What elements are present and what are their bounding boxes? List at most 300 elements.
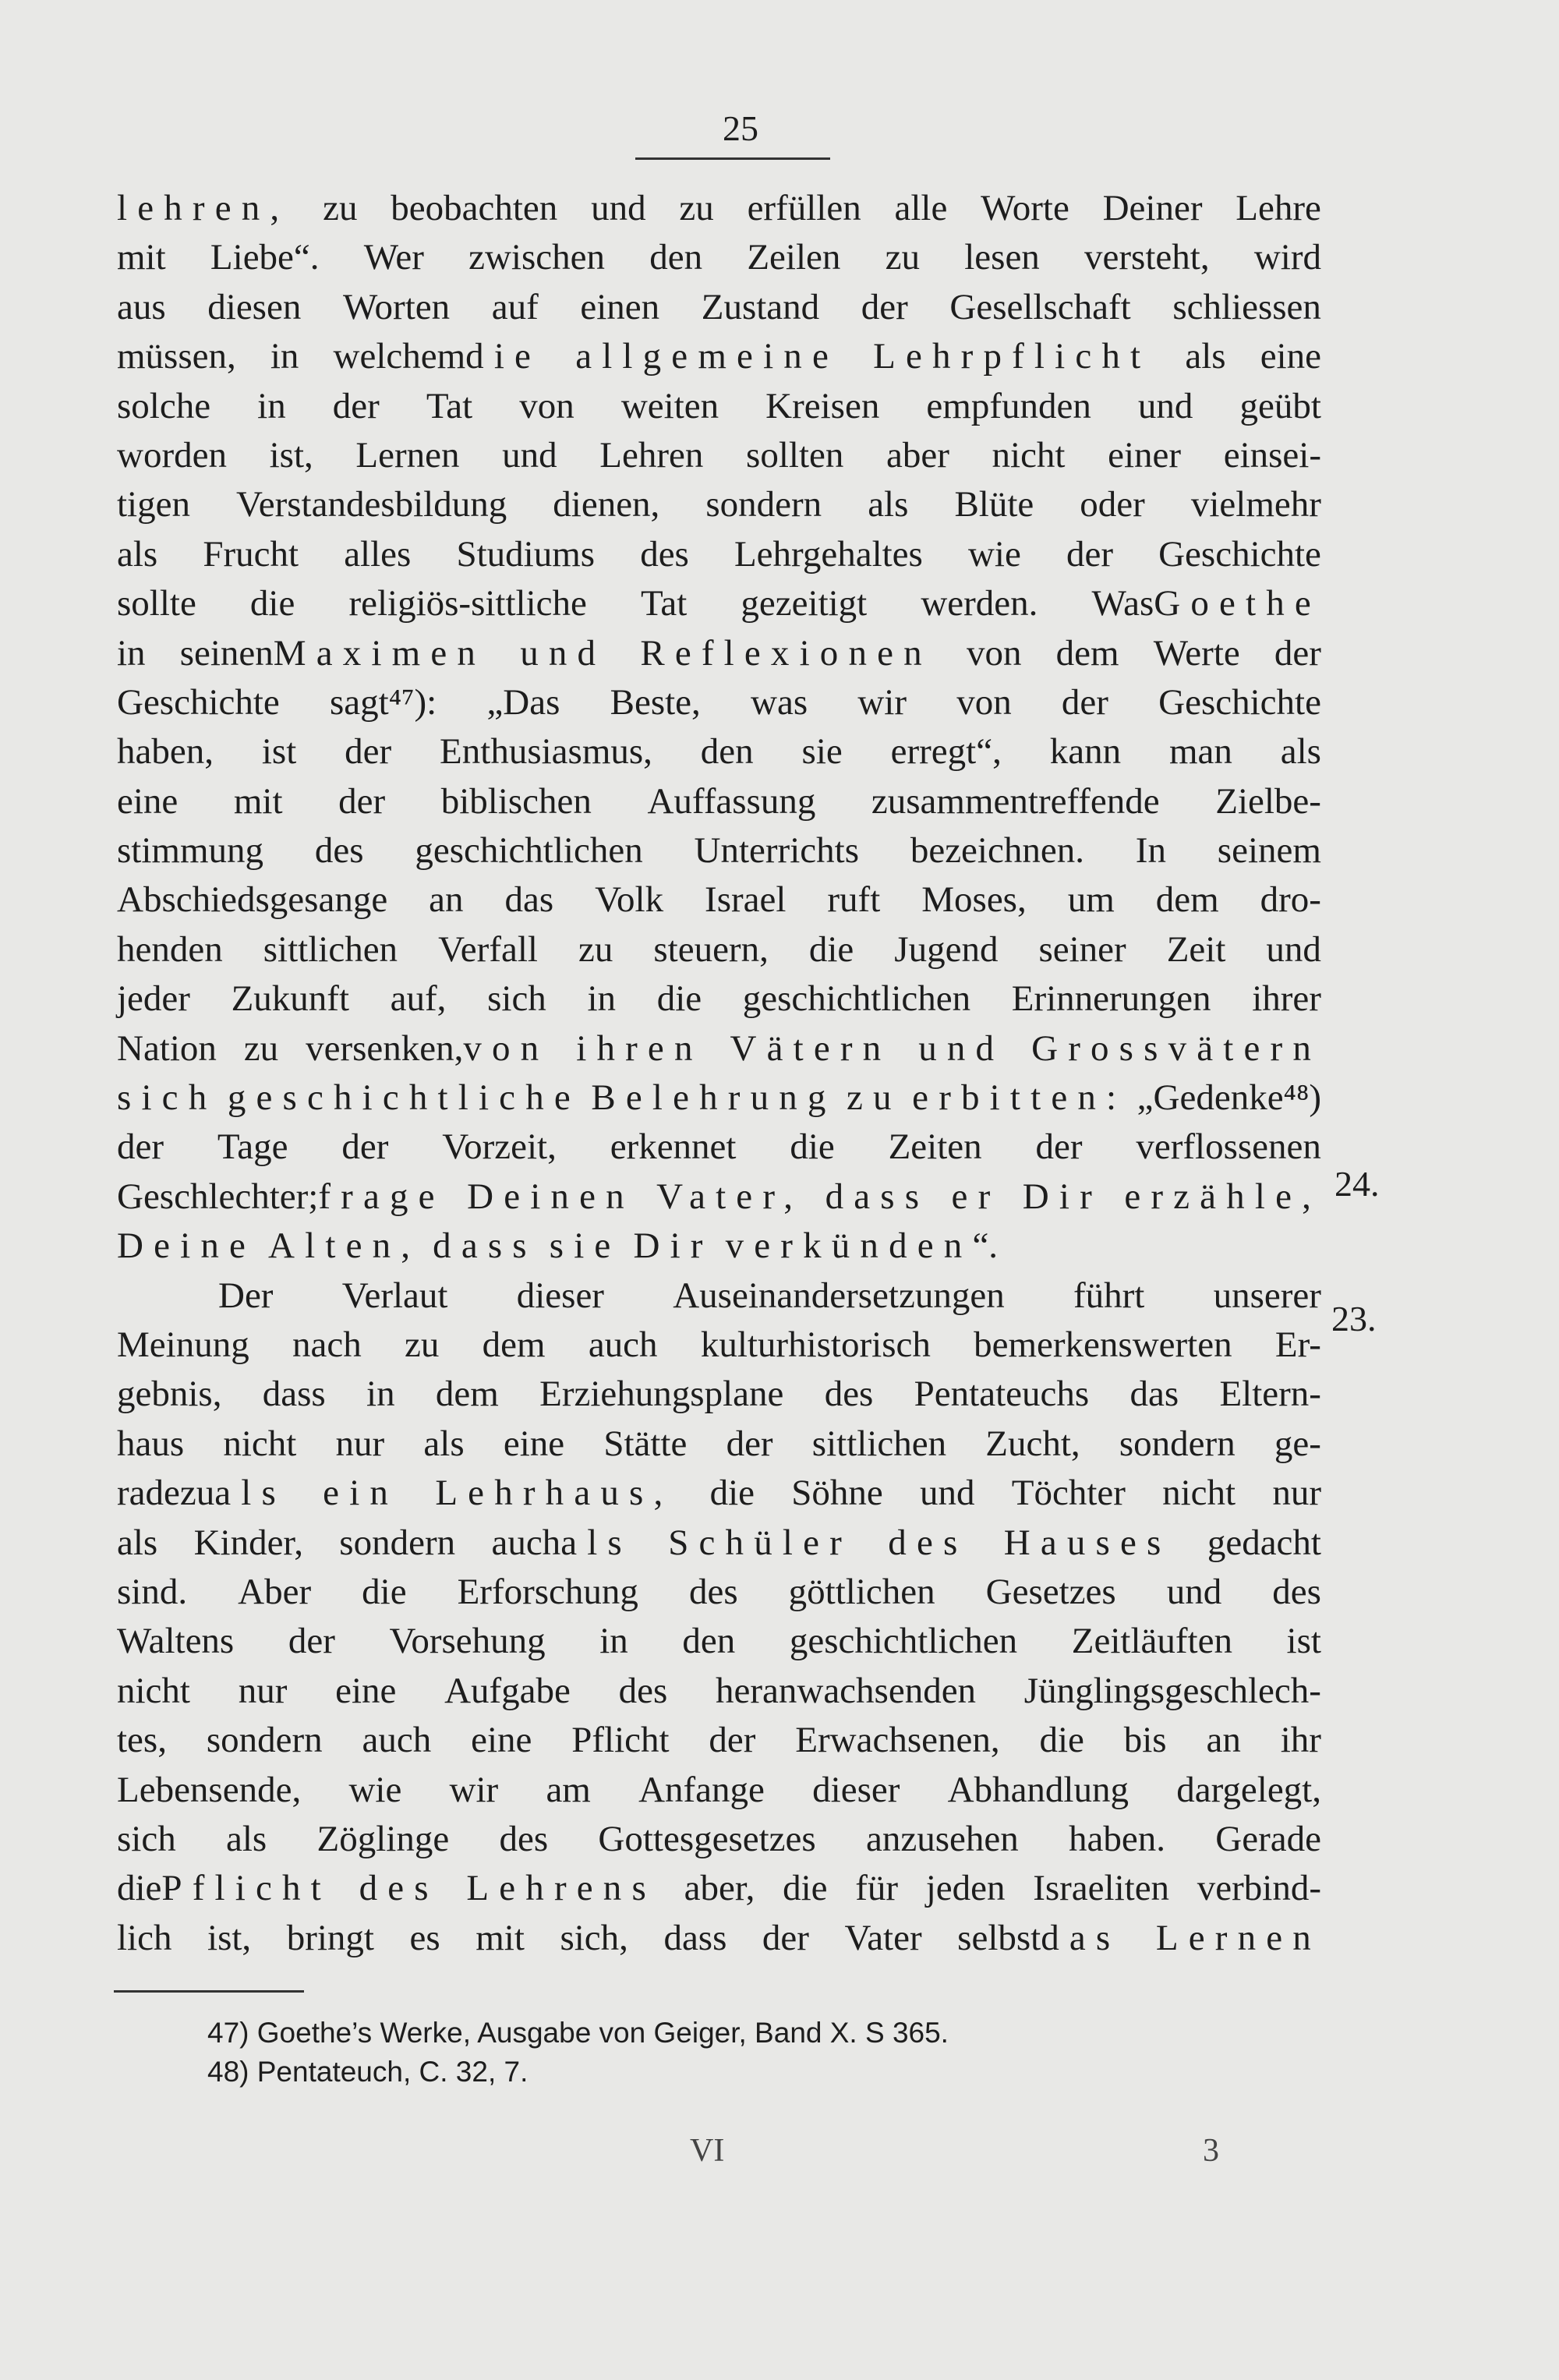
word: Vater, [656, 1176, 804, 1217]
word: für [855, 1868, 899, 1909]
word: in [270, 336, 299, 377]
word: sie [801, 731, 843, 773]
word: versenken,von [306, 1027, 550, 1069]
word: und [920, 1473, 975, 1514]
word: der [332, 385, 380, 426]
word: den [649, 237, 703, 278]
word: Tat [640, 583, 688, 624]
text-line [117, 925, 1321, 974]
word: „Das [486, 681, 560, 723]
word: des [824, 1374, 874, 1415]
word: schliessen [1172, 286, 1321, 327]
word: vielmehr [1190, 484, 1321, 525]
word: sind. [117, 1571, 188, 1612]
word: des [314, 830, 364, 872]
text-line [117, 1073, 1321, 1123]
word: der [726, 1423, 773, 1464]
margin-note-24: 24. [1335, 1164, 1380, 1204]
text-line [117, 332, 1321, 381]
word: Deiner [1102, 188, 1203, 228]
word: Zeit [1166, 928, 1226, 970]
footnotes [207, 2014, 949, 2092]
word: Vorzeit, [442, 1126, 557, 1168]
word: Israeliten [1033, 1868, 1170, 1909]
word: der [338, 780, 386, 822]
word: als [1280, 731, 1321, 773]
word: in [599, 1621, 628, 1662]
word: sondern [206, 1720, 323, 1761]
word: die [362, 1571, 407, 1612]
word: Verlaut [341, 1275, 448, 1316]
word: nicht [1162, 1473, 1236, 1514]
word: zwischen [468, 237, 605, 278]
word: henden [117, 928, 223, 970]
word: erzähle, [1124, 1176, 1321, 1217]
word: der [1066, 533, 1113, 575]
word: der [341, 1126, 389, 1168]
word: und [918, 1027, 1005, 1069]
word: mit [233, 780, 283, 822]
word: dem [1055, 632, 1119, 674]
header-rule [635, 157, 830, 160]
word: Aber [238, 1571, 312, 1612]
word: des [359, 1868, 439, 1909]
word: kann [1049, 731, 1122, 773]
word: tigen [117, 484, 190, 525]
word: eine [471, 1720, 532, 1761]
word: Gerade [1215, 1818, 1321, 1859]
word: Auseinandersetzungen [673, 1275, 1005, 1316]
word: Zukunft [231, 978, 350, 1020]
text-line [117, 184, 1321, 233]
word: ist, [269, 434, 313, 476]
word: sittlichen [811, 1423, 947, 1464]
word: nur [1272, 1473, 1321, 1514]
word: Pflicht [571, 1720, 670, 1761]
word: verbind- [1197, 1868, 1321, 1909]
word: ihrer [1252, 978, 1321, 1020]
text-line [117, 1864, 1321, 1913]
word: Worte [981, 188, 1069, 228]
word: und [520, 632, 606, 674]
word: sich [117, 1818, 176, 1859]
word: Lehrgehaltes [734, 533, 923, 575]
word: solche [117, 385, 211, 426]
word: zu [404, 1324, 440, 1365]
word: der [1061, 681, 1108, 723]
word: als [1185, 336, 1226, 377]
word: die [1039, 1720, 1084, 1761]
word: Er- [1274, 1324, 1321, 1365]
word: biblischen [440, 780, 592, 822]
word: stimmung [117, 830, 264, 872]
word: geschichtlichen [415, 830, 643, 872]
word: Dir [633, 1225, 713, 1267]
word: aber, [684, 1868, 755, 1909]
text-line [117, 233, 1321, 282]
word: Verfall [438, 928, 538, 970]
word: Alten, [268, 1225, 421, 1267]
word: Worten [342, 286, 451, 327]
word: dass [433, 1225, 537, 1267]
word: Abschiedsgesange [117, 879, 388, 921]
word: Zöglinge [316, 1818, 450, 1859]
text-line [117, 1321, 1321, 1370]
footnote-48: 48) Pentateuch, C. 32, 7. [207, 2056, 529, 2088]
word: in [117, 632, 146, 674]
word: die [808, 928, 854, 970]
text-line [117, 777, 1321, 826]
word: erbitten: [912, 1077, 1127, 1119]
word: seiner [1038, 928, 1126, 970]
word: dieser [516, 1275, 604, 1316]
word: ge- [1274, 1423, 1321, 1464]
signature-mark: VI [690, 2133, 725, 2169]
word: von [956, 681, 1012, 723]
word: jeden [925, 1868, 1006, 1909]
word: von [966, 632, 1022, 674]
word: der [861, 286, 908, 327]
text-line [117, 629, 1321, 678]
word: des [640, 533, 689, 575]
word: Jünglingsgeschlech- [1023, 1670, 1321, 1711]
word: Jugend [894, 928, 999, 970]
word: und [591, 188, 646, 228]
word: die [656, 978, 702, 1020]
word: Volk [595, 879, 664, 921]
text-line [117, 875, 1321, 925]
word: Moses, [921, 879, 1027, 921]
word: nur [238, 1670, 288, 1711]
word: er [951, 1176, 1001, 1217]
word: nicht [223, 1423, 297, 1464]
word: seinem [1217, 830, 1321, 872]
word: sagt⁴⁷): [330, 681, 437, 723]
word: und [502, 434, 557, 476]
word: Schüler [668, 1522, 852, 1563]
word: Deinen [467, 1176, 635, 1217]
word: dargelegt, [1176, 1769, 1321, 1810]
word: zu [323, 188, 358, 228]
word: ist [1286, 1621, 1321, 1662]
word: geübt [1239, 385, 1321, 426]
word: radezuals [117, 1473, 286, 1514]
word: göttlichen [788, 1571, 935, 1612]
word: nach [292, 1324, 362, 1365]
word: Meinung [117, 1324, 249, 1365]
word: Lehrpflicht [873, 336, 1151, 377]
word: des [688, 1571, 738, 1612]
word: Lernen [355, 434, 460, 476]
word: jeder [117, 978, 190, 1020]
word: worden [117, 434, 227, 476]
word: lich [117, 1917, 172, 1958]
word: der [345, 731, 392, 773]
word: der [709, 1720, 756, 1761]
word: kulturhistorisch [700, 1324, 931, 1365]
word: sich, [560, 1917, 628, 1958]
word: Aufgabe [444, 1670, 571, 1711]
word: des [499, 1818, 549, 1859]
word: an [1206, 1720, 1241, 1761]
word: am [546, 1769, 591, 1810]
word: Tat [426, 385, 473, 426]
word: Geschichte [1158, 681, 1321, 723]
word: tes, [117, 1720, 167, 1761]
word: Gesellschaft [949, 286, 1131, 327]
word: in [257, 385, 286, 426]
word: wie [348, 1769, 402, 1810]
word: beobachten [391, 188, 558, 228]
word: Blüte [954, 484, 1034, 525]
word: und [1266, 928, 1321, 970]
word: müssen, [117, 336, 236, 377]
word: was [751, 681, 808, 723]
text-line [117, 1617, 1321, 1666]
text-line [117, 1222, 1321, 1271]
word: dienen, [553, 484, 660, 525]
word: heranwachsenden [716, 1670, 977, 1711]
text-line [117, 1469, 1321, 1518]
word: den [700, 731, 754, 773]
word: anzusehen [865, 1818, 1019, 1859]
text-line [117, 826, 1321, 875]
word: Zeilen [747, 237, 841, 278]
word: zu [578, 928, 613, 970]
word: gedacht [1207, 1522, 1321, 1563]
text-line [117, 1271, 1321, 1321]
word: sich [487, 978, 546, 1020]
word: Auffassung [647, 780, 816, 822]
word: aber [886, 434, 949, 476]
word: Kreisen [765, 385, 880, 426]
word: diesen [207, 286, 302, 327]
word: Lehren [599, 434, 704, 476]
word: bis [1123, 1720, 1167, 1761]
word: haus [117, 1423, 185, 1464]
text-line [117, 579, 1321, 628]
word: Nation [117, 1027, 217, 1069]
word: selbstdas [957, 1917, 1121, 1958]
word: die [790, 1126, 835, 1168]
word: Belehrung [591, 1077, 836, 1119]
word: Geschichte [117, 681, 280, 723]
word: sondern [1119, 1423, 1236, 1464]
word: wir [449, 1769, 499, 1810]
word: die [249, 583, 295, 624]
word: Erinnerungen [1011, 978, 1211, 1020]
word: auf, [390, 978, 447, 1020]
word: Pentateuchs [914, 1374, 1090, 1415]
word: auch [588, 1324, 658, 1365]
word: Töchter [1011, 1473, 1126, 1514]
word: Vätern [730, 1027, 892, 1069]
word: zu [243, 1027, 279, 1069]
word: Lehrens [466, 1868, 656, 1909]
word: der [117, 1126, 164, 1168]
word: eine [335, 1670, 397, 1711]
word: Zucht, [985, 1423, 1080, 1464]
word: Stätte [603, 1423, 688, 1464]
word: als [117, 1522, 158, 1563]
signature-number: 3 [1203, 2133, 1219, 2169]
word: weiten [620, 385, 719, 426]
word: Anfange [638, 1769, 765, 1810]
word: in [587, 978, 617, 1020]
word: Waltens [117, 1621, 235, 1662]
word: um [1067, 879, 1115, 921]
word: alles [344, 533, 412, 575]
word: sich [117, 1077, 217, 1119]
word: nicht [117, 1670, 190, 1711]
word: bemerkenswerten [974, 1324, 1232, 1365]
word: dro- [1260, 879, 1321, 921]
word: unserer [1213, 1275, 1321, 1316]
word: erkennet [610, 1126, 737, 1168]
word: haben. [1069, 1818, 1165, 1859]
word: dass [663, 1917, 727, 1958]
word: dem [435, 1374, 499, 1415]
text-line [117, 1667, 1321, 1716]
word: und [1137, 385, 1193, 426]
text-line [117, 1914, 1321, 1963]
text-line [117, 974, 1321, 1024]
text-line [117, 431, 1321, 480]
word: Erziehungsplane [539, 1374, 784, 1415]
word: auchals [491, 1522, 632, 1563]
text-line [117, 1568, 1321, 1617]
word: welchemdie [333, 336, 542, 377]
word: das [504, 879, 554, 921]
word: Wer [363, 237, 424, 278]
word: Gottesgesetzes [598, 1818, 816, 1859]
word: wir [857, 681, 907, 723]
text-line [117, 283, 1321, 332]
word: Israel [705, 879, 787, 921]
word: des [618, 1670, 668, 1711]
word: Werte [1153, 632, 1240, 674]
word: einer [1108, 434, 1182, 476]
word: Zustand [701, 286, 820, 327]
word: es [409, 1917, 440, 1958]
word: bezeichnen. [910, 830, 1084, 872]
word: verkünden“. [725, 1225, 999, 1267]
word: geschichtlichen [789, 1621, 1018, 1662]
body-text [117, 184, 1321, 1963]
word: der [288, 1621, 335, 1662]
word: des [888, 1522, 968, 1563]
word: Deine [117, 1225, 256, 1267]
word: versteht, [1084, 237, 1210, 278]
word: erfüllen [747, 188, 861, 228]
word: auf [491, 286, 539, 327]
word: dem [482, 1324, 546, 1365]
text-line [117, 1123, 1321, 1172]
word: Vater [844, 1917, 922, 1958]
word: die [709, 1473, 755, 1514]
word: aus [117, 286, 166, 327]
word: Kinder, [193, 1522, 303, 1563]
word: Frucht [203, 533, 299, 575]
word: der [1274, 632, 1321, 674]
word: verflossenen [1136, 1126, 1321, 1168]
text-line [117, 1766, 1321, 1815]
word: Der [218, 1275, 274, 1316]
text-line [117, 382, 1321, 431]
footnote-47: 47) Goethe’s Werke, Ausgabe von Geiger, Band X. S 365. [207, 2017, 949, 2049]
word: einsei- [1223, 434, 1321, 476]
word: zu [847, 1077, 902, 1119]
word: Lernen [1155, 1917, 1321, 1958]
word: ist, [207, 1917, 252, 1958]
word: empfunden [926, 385, 1091, 426]
text-line [117, 727, 1321, 776]
word: Verstandesbildung [236, 484, 507, 525]
word: Unterrichts [694, 830, 859, 872]
word: geschichtlichen [742, 978, 971, 1020]
word: eine [1260, 336, 1321, 377]
word: sie [549, 1225, 621, 1267]
word: Lehrhaus, [435, 1473, 673, 1514]
word: als [868, 484, 909, 525]
text-line [117, 1024, 1321, 1073]
word: zusammentreffende [871, 780, 1160, 822]
word: seinenMaximen [179, 632, 486, 674]
word: ihren [576, 1027, 703, 1069]
word: Erforschung [457, 1571, 638, 1612]
word: Dir [1022, 1176, 1102, 1217]
word: erregt“, [890, 731, 1002, 773]
word: sollten [746, 434, 844, 476]
word: die [783, 1868, 828, 1909]
word: werden. [921, 583, 1038, 624]
word: führt [1073, 1275, 1145, 1316]
word: mit [475, 1917, 525, 1958]
word: sondern [705, 484, 822, 525]
word: Grossvätern [1031, 1027, 1321, 1069]
word: zu [885, 237, 920, 278]
word: mit [117, 237, 166, 278]
word: Reflexionen [640, 632, 932, 674]
text-line [117, 1815, 1321, 1864]
word: als [226, 1818, 267, 1859]
word: man [1168, 731, 1232, 773]
word: ein [323, 1473, 399, 1514]
word: oder [1080, 484, 1145, 525]
word: Lehre [1236, 188, 1321, 228]
word: Hauses [1003, 1522, 1172, 1563]
word: geschichtliche [227, 1077, 581, 1119]
text-line [117, 480, 1321, 529]
word: und [1166, 1571, 1222, 1612]
word: sittlichen [263, 928, 398, 970]
word: eine [117, 780, 179, 822]
word: nicht [992, 434, 1066, 476]
word: gebnis, [117, 1374, 222, 1415]
text-line [117, 678, 1321, 727]
word: Gesetzes [985, 1571, 1116, 1612]
word: der [1035, 1126, 1083, 1168]
word: dem [1155, 879, 1219, 921]
word: in [366, 1374, 395, 1415]
word: Zielbe- [1215, 780, 1321, 822]
word: lehren, [117, 188, 290, 228]
word: wie [967, 533, 1021, 575]
text-line [117, 530, 1321, 579]
text-line [117, 1519, 1321, 1568]
word: Eltern- [1219, 1374, 1321, 1415]
word: Tage [217, 1126, 288, 1168]
